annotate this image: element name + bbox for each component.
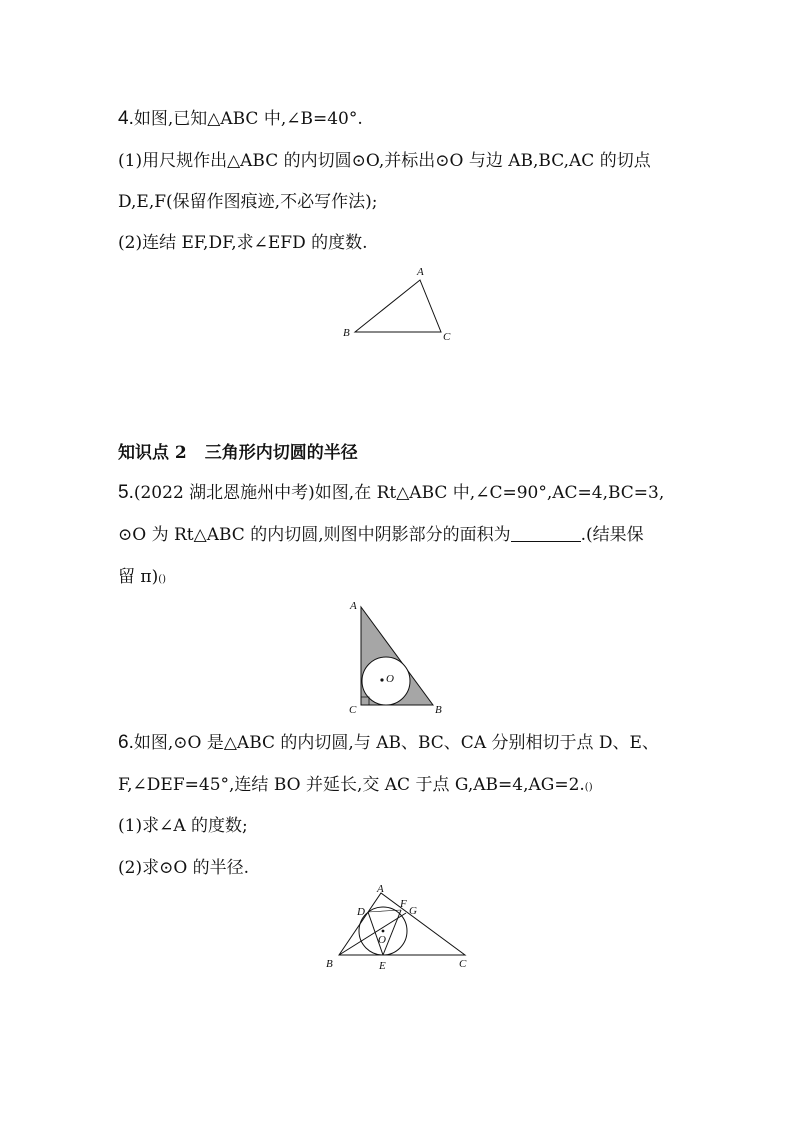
q5-line2-after: .(结果保 [580, 525, 644, 545]
q6-label-b: B [326, 958, 333, 970]
q6-label-a: A [377, 883, 384, 895]
q4-label-c: C [443, 331, 451, 343]
q5-number: 5. [118, 482, 134, 503]
q6-line2-text: F,∠DEF=45°,连结 BO 并延长,交 AC 于点 G,AB=4,AG=2. [118, 775, 585, 795]
q4-stem-line [118, 108, 363, 130]
q6-segment-bg [339, 913, 406, 955]
q4-label-b: B [343, 327, 350, 339]
q6-part2: (2)求⊙O 的半径. [118, 858, 250, 878]
q4-part2: (2)连结 EF,DF,求∠EFD 的度数. [118, 233, 368, 253]
q4-part1-line2: D,E,F(保留作图痕迹,不必写作法); [118, 192, 378, 212]
q5-line2-text: ⊙O 为 Rt△ABC 的内切圆,则图中阴影部分的面积为 [118, 525, 511, 545]
q5-figure [345, 598, 455, 718]
q4-triangle-figure [340, 262, 460, 344]
section-heading [118, 438, 358, 463]
section-title: 三角形内切圆的半径 [204, 443, 358, 463]
q6-line1-text: 如图,⊙O 是△ABC 的内切圆,与 AB、BC、CA 分别相切于点 D、E、 [133, 733, 659, 753]
q6-line2 [118, 774, 593, 799]
q6-label-c: C [459, 958, 467, 970]
section-label: 知识点 2 [118, 443, 187, 463]
q4-triangle [355, 280, 441, 332]
q4-stem: 如图,已知△ABC 中,∠B=40°. [133, 109, 363, 129]
q5-line3-small: () [158, 574, 167, 585]
q6-part1: (1)求∠A 的度数; [118, 816, 248, 836]
q5-label-b: B [435, 704, 442, 716]
q6-number: 6. [118, 732, 134, 753]
q5-line1 [118, 482, 664, 504]
q6-label-d: D [357, 906, 365, 918]
q4-number: 4. [118, 108, 134, 129]
q5-line3 [118, 566, 166, 591]
q6-label-o: O [378, 934, 386, 946]
q5-line2 [118, 524, 644, 546]
q6-line2-small: () [584, 782, 593, 793]
answer-blank[interactable] [511, 525, 581, 542]
q6-line1 [118, 732, 659, 754]
q5-line3-text: 留 π) [118, 567, 159, 587]
q6-center-dot [382, 930, 385, 933]
q4-part1-line1: (1)用尺规作出△ABC 的内切圆⊙O,并标出⊙O 与边 AB,BC,AC 的切点 [118, 151, 651, 171]
q5-label-a: A [350, 600, 357, 612]
q6-label-g: G [409, 905, 417, 917]
q5-line1-text: (2022 湖北恩施州中考)如图,在 Rt△ABC 中,∠C=90°,AC=4,BC=3, [133, 483, 665, 503]
q4-label-a: A [417, 266, 424, 278]
q5-label-o: O [386, 673, 394, 685]
q6-figure [320, 883, 475, 973]
q5-label-c: C [349, 704, 357, 716]
q6-segment-ef [383, 910, 401, 955]
q6-label-f: F [400, 898, 407, 910]
q5-center-dot [380, 678, 383, 681]
q6-label-e: E [379, 960, 386, 972]
